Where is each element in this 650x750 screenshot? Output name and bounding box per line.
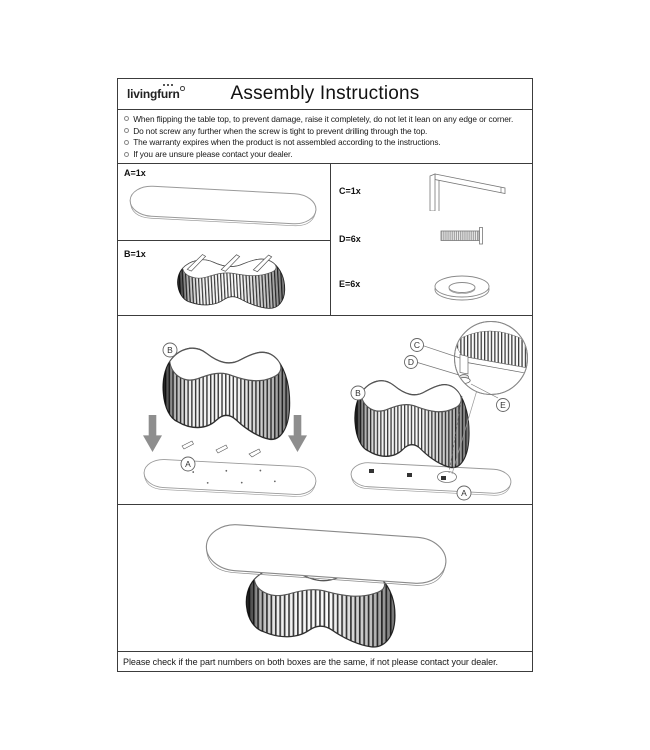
parts-list-right-column: [331, 164, 532, 315]
assembly-diagram-section: [118, 316, 532, 505]
part-b-base-drawing: [118, 241, 331, 315]
part-b-label: B=1x: [124, 249, 146, 259]
svg-text:A: A: [461, 488, 467, 498]
note-line: [123, 137, 529, 149]
assembly-step-drop-base-drawing: [118, 316, 331, 504]
part-a-cell: [118, 164, 330, 241]
callout-label-a: [457, 486, 471, 500]
down-arrow-icon: [288, 415, 307, 452]
note-text: If you are unsure please contact your dealer.: [133, 149, 293, 160]
footer: [118, 652, 532, 671]
base-upside-down-drawing: [163, 348, 290, 457]
assembly-step-fasten-drawing: [331, 316, 531, 504]
svg-text:B: B: [355, 388, 361, 398]
svg-text:C: C: [413, 340, 421, 350]
part-b-cell: [118, 241, 330, 315]
part-a-label: A=1x: [124, 168, 146, 178]
assembled-table-drawing: [118, 505, 530, 651]
part-a-tabletop-drawing: [118, 177, 331, 239]
detail-magnifier-circle: [454, 322, 528, 395]
assembly-instructions-document: [117, 78, 533, 672]
final-product-section: [118, 505, 532, 652]
header: [118, 79, 532, 110]
note-line: [123, 125, 529, 137]
bullet-icon: [124, 152, 129, 157]
part-d-label: D=6x: [339, 234, 361, 244]
down-arrow-icon: [143, 415, 162, 452]
part-e-washer-drawing: [431, 267, 493, 307]
part-e-label: E=6x: [339, 279, 361, 289]
callout-label-d: [405, 356, 418, 369]
callout-leader-d: [418, 363, 460, 376]
brand-logo-text: livingfurn: [127, 87, 180, 101]
parts-list: [118, 164, 532, 316]
note-text: When flipping the table top, to prevent damage, raise it completely, do not let it lean on any edge or corner.: [133, 113, 514, 124]
callout-label-c: [411, 339, 424, 352]
note-line: [123, 148, 529, 160]
note-text: Do not screw any further when the screw is tight to prevent drilling through the top.: [133, 125, 428, 136]
note-line: [123, 113, 529, 125]
tabletop-with-holes-drawing: [143, 459, 316, 498]
footer-text: Please check if the part numbers on both boxes are the same, if not please contact your dealer.: [123, 656, 498, 667]
bullet-icon: [124, 116, 129, 121]
part-c-label: C=1x: [339, 186, 361, 196]
svg-text:E: E: [500, 400, 506, 410]
part-c-bracket-drawing: [427, 169, 512, 211]
callout-label-b: [351, 386, 365, 400]
page-title: Assembly Instructions: [230, 83, 420, 104]
part-d-screw-drawing: [439, 226, 491, 248]
safety-notes: [118, 110, 532, 164]
callout-label-e: [497, 399, 510, 412]
bullet-icon: [124, 128, 129, 133]
svg-text:A: A: [185, 459, 191, 469]
svg-text:D: D: [407, 357, 415, 367]
bullet-icon: [124, 140, 129, 145]
note-text: The warranty expires when the product is not assembled according to the instructions.: [133, 137, 441, 148]
svg-text:B: B: [167, 345, 173, 355]
callout-label-b: [163, 343, 177, 357]
parts-list-left-column: [118, 164, 331, 315]
callout-label-a: [181, 457, 195, 471]
tabletop-outline-drawing: [350, 462, 511, 496]
